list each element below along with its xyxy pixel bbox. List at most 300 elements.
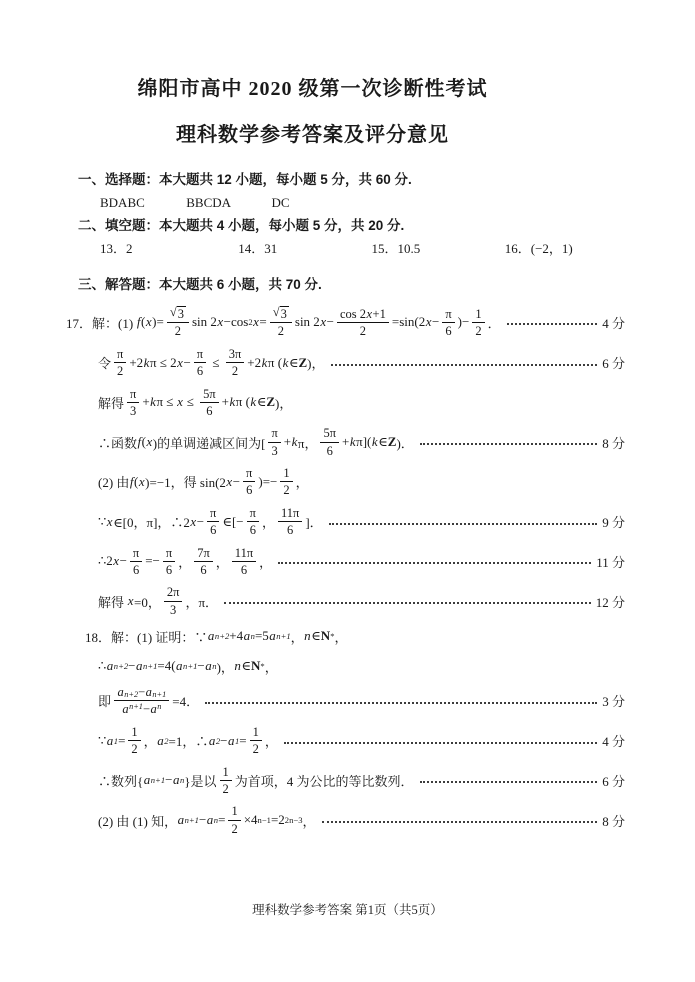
subscript-token: n+1 (152, 689, 167, 699)
text-token: +1 (372, 306, 386, 321)
text-token: − (198, 812, 207, 828)
fraction-numerator (270, 306, 292, 323)
variable-token: a (177, 812, 185, 828)
choice-answers-row (0, 193, 625, 213)
superscript-token: * (260, 661, 265, 671)
fraction-token (243, 466, 255, 498)
text-token: π ≤ (156, 394, 177, 410)
q17-step6 (0, 505, 625, 539)
choice-answers-2: BBCDA (186, 195, 232, 210)
fraction-numerator (250, 725, 262, 741)
fraction-token (320, 426, 339, 458)
sqrt-token (170, 306, 186, 321)
text-token: π (117, 346, 124, 361)
fraction-denominator (232, 363, 238, 378)
fraction-numerator (278, 506, 302, 522)
text-token: 6 (200, 562, 207, 577)
fraction-numerator (167, 306, 189, 323)
q18-step2 (0, 654, 625, 678)
variable-token: k (282, 354, 289, 370)
fraction-token (278, 506, 302, 538)
text-token: 11π (234, 545, 254, 560)
fraction-token (128, 725, 140, 757)
fraction-token (270, 306, 292, 339)
fraction-numerator (194, 347, 206, 363)
q18-step6-expression (98, 803, 316, 837)
variable-token: x (320, 314, 327, 330)
fraction-token (232, 546, 256, 578)
subscript-token: n (213, 815, 219, 826)
text-token: ， (261, 515, 275, 531)
q18-step1 (0, 624, 625, 648)
text-token: 6 (206, 403, 213, 418)
text-token: π ≤ 2 (149, 354, 177, 370)
text-token: −cos (223, 314, 249, 330)
variable-token: x (106, 513, 113, 529)
fraction-denominator (130, 403, 136, 418)
text-token: 11π (280, 505, 300, 520)
variable-token: k (291, 434, 298, 450)
text-token: +4 (229, 628, 244, 643)
subscript-token: n+1 (143, 661, 158, 671)
subscript-token: 1 (113, 735, 119, 746)
radical-glyph: √ (169, 305, 177, 319)
text-token: π (445, 306, 452, 321)
q17-step8 (0, 584, 625, 618)
text-token: 6 (240, 562, 248, 577)
text-token: =4． (172, 694, 200, 710)
score-label: 6 分 (602, 356, 625, 372)
text-token: π (130, 386, 137, 401)
subscript-token: n+1 (183, 661, 198, 671)
text-token: sin 2 (294, 314, 320, 330)
text-token: − (165, 772, 173, 788)
text-token: π (196, 346, 204, 361)
variable-token: a (176, 658, 183, 673)
variable-token: a (145, 685, 152, 699)
fraction-numerator (243, 466, 255, 482)
q18-step6 (0, 803, 625, 837)
section-fill-heading: 二、填空题：本大题共 4 小题，每小题 5 分，共 20 分. (78, 218, 405, 233)
variable-token: a (136, 658, 143, 673)
variable-token: x (366, 306, 373, 321)
variable-token: a (106, 732, 114, 748)
fraction-token (114, 685, 169, 717)
text-token: (2) 由 (1) 知， (98, 813, 178, 829)
fraction-denominator (210, 522, 216, 537)
text-token: ， (178, 554, 192, 570)
text-token: 6 (287, 523, 294, 538)
text-token: ． (487, 315, 501, 331)
q17-step4 (0, 425, 625, 459)
variable-token: x (177, 394, 183, 410)
text-token: − (326, 314, 334, 330)
text-token: 6 (326, 443, 333, 458)
text-token: 5π (203, 386, 216, 401)
text-token: 2 (277, 324, 284, 339)
text-token: + (342, 434, 350, 450)
variable-token: x (138, 473, 145, 489)
text-token: π (271, 426, 278, 441)
fill-answer-13: 13．2 (100, 241, 133, 256)
variable-token: a (243, 628, 251, 643)
q17-step2 (0, 346, 625, 380)
q17-step1-expression (66, 305, 501, 340)
text-token: 5π (323, 426, 337, 441)
text-token: − (197, 658, 205, 673)
subscript-token: n (157, 702, 162, 712)
q17-step3-expression (98, 386, 292, 420)
text-token: )− (457, 314, 470, 330)
q17-step8-expression (98, 584, 218, 618)
q17-step7-expression (98, 545, 272, 579)
boldset-token: Z (266, 394, 275, 410)
fraction-numerator (130, 546, 142, 562)
page-title: 绵阳市高中 2020 级第一次诊断性考试 (137, 78, 488, 100)
text-token: π ( (235, 394, 250, 410)
fraction-token (200, 387, 219, 419)
variable-token: a (150, 702, 157, 717)
text-token: − (196, 513, 205, 529)
text-token: sin 2 (191, 314, 217, 330)
fraction-token (164, 585, 183, 617)
variable-token: a (172, 772, 180, 788)
q18-step3 (0, 684, 625, 718)
text-token: 2 (222, 781, 229, 796)
text-token: π (246, 466, 253, 480)
fraction-token (194, 347, 206, 379)
fraction-denominator (117, 363, 123, 378)
fraction-denominator (278, 323, 284, 338)
variable-token: k (349, 434, 356, 450)
text-token: ， (259, 554, 273, 570)
choice-answers-1: BDABC (100, 195, 145, 210)
fraction-numerator (247, 506, 259, 522)
fraction-numerator (472, 307, 484, 323)
variable-token: k (250, 394, 257, 410)
radical-glyph: √ (272, 305, 280, 319)
subscript-token: n+1 (276, 631, 291, 641)
score-label: 4 分 (602, 734, 625, 750)
variable-token: x (217, 314, 224, 330)
text-token: =5 (254, 628, 269, 643)
q18-step4 (0, 724, 625, 758)
text-token: 3 (170, 602, 177, 617)
text-token: )=−1，得 sin(2 (145, 475, 226, 491)
variable-token: f (136, 314, 141, 330)
page-subtitle: 理科数学参考答案及评分意见 (176, 124, 449, 146)
variable-token: k (150, 394, 156, 410)
superscript-token: n−1 (257, 815, 271, 826)
fraction-token (228, 804, 240, 836)
fraction-numerator (280, 466, 292, 482)
text-token: 6 (249, 523, 256, 538)
text-token: 解得 (98, 594, 128, 610)
variable-token: f (129, 473, 134, 489)
text-token: ， (143, 734, 157, 750)
variable-token: x (253, 314, 259, 330)
text-token: ∈ (378, 434, 388, 450)
text-token: 18．解：(1) 证明：∵ (85, 629, 208, 645)
fraction-denominator (197, 363, 203, 378)
text-token: ∴函数 (98, 435, 138, 451)
variable-token: x (177, 354, 183, 370)
subscript-token: n+1 (184, 815, 199, 826)
fraction-token (247, 506, 259, 538)
variable-token: x (127, 593, 134, 609)
text-token: }是以 (184, 773, 217, 789)
variable-token: x (145, 314, 152, 330)
text-token: (2) 由 (98, 475, 130, 491)
text-token: ∴2 (98, 553, 113, 569)
q18-step5 (0, 764, 625, 798)
fraction-denominator (241, 562, 247, 577)
score-label: 12 分 (595, 594, 625, 610)
fraction-denominator (360, 323, 366, 338)
text-token: = (218, 812, 226, 828)
fraction-numerator (194, 546, 213, 562)
dotted-leader (507, 323, 598, 325)
variable-token: x (425, 314, 432, 330)
fraction-token (337, 307, 389, 339)
subscript-token: n+2 (214, 631, 230, 641)
text-token: π (165, 545, 173, 560)
fraction-denominator (133, 562, 139, 577)
text-token: − (142, 702, 150, 717)
variable-token: k (143, 354, 150, 370)
q18-step1-expression (85, 627, 348, 646)
score-label: 11 分 (596, 554, 625, 570)
dotted-leader (278, 562, 591, 564)
q17-step3 (0, 386, 625, 420)
fraction-numerator (207, 506, 219, 522)
text-token: 3 (130, 403, 137, 418)
text-token: ， (290, 629, 304, 645)
text-token: 6 (196, 364, 204, 379)
fill-answer-15: 15．10.5 (371, 241, 421, 256)
text-token: )=− (258, 473, 278, 489)
fraction-numerator (128, 725, 140, 741)
text-token: ∴ (98, 658, 107, 673)
subscript-token: n+1 (129, 702, 143, 712)
fraction-token (226, 347, 245, 379)
fraction-numerator (127, 387, 139, 403)
variable-token: a (122, 702, 129, 717)
fraction-denominator (250, 522, 256, 537)
text-token: 2 (475, 323, 482, 338)
text-token: 3 (271, 443, 278, 458)
text-token: )， (275, 395, 293, 411)
text-token: =2 (270, 812, 285, 828)
text-token: ， (302, 813, 316, 829)
text-token: 2 (231, 821, 238, 836)
text-token: = (118, 732, 126, 748)
text-token: − (138, 685, 146, 699)
fraction-denominator (445, 323, 451, 338)
variable-token: k (229, 394, 236, 410)
fraction-token (207, 506, 219, 538)
q18-step2-expression (98, 657, 278, 676)
text-token: 6 (445, 323, 452, 338)
text-token: =1，∴ (168, 734, 209, 750)
variable-token: a (206, 812, 214, 828)
fraction-denominator (287, 522, 293, 537)
page-footer: 理科数学参考答案 第1页（共5页） (252, 903, 443, 917)
subscript-token: 1 (234, 735, 240, 746)
fraction-numerator (442, 307, 454, 323)
score-label: 3 分 (602, 694, 625, 710)
fraction-token (127, 387, 139, 419)
dotted-leader (224, 602, 591, 604)
text-token: ， (264, 734, 278, 750)
text-token: 1 (475, 306, 482, 321)
text-token: + (142, 394, 150, 410)
subscript-token: 2 (215, 735, 221, 746)
subscript-token: n (212, 661, 217, 671)
section-choice-heading: 一、选择题：本大题共 12 小题，每小题 5 分，共 60 分. (78, 172, 412, 187)
fraction-token (163, 546, 175, 578)
fraction-denominator (283, 482, 289, 497)
q17-step4-expression (98, 425, 414, 459)
sqrt-token (273, 306, 289, 321)
text-token: ∈ (241, 658, 252, 673)
fraction-token (268, 426, 280, 458)
text-token: 2 (174, 324, 182, 339)
text-token: +2 (247, 354, 262, 370)
dotted-leader (420, 443, 597, 445)
fill-answer-16: 16．(−2，1) (504, 241, 573, 256)
text-token: )． (396, 435, 414, 451)
text-token: π， (297, 435, 318, 451)
section-solution-heading: 三、解答题：本大题共 6 小题，共 70 分. (78, 277, 322, 292)
text-token: 1 (222, 764, 229, 779)
text-token: π (210, 505, 217, 520)
variable-token: n (304, 628, 311, 643)
variable-token: a (269, 628, 276, 643)
text-token: ∴数列{ (98, 773, 144, 789)
fraction-denominator (200, 562, 206, 577)
fraction-numerator (226, 347, 245, 363)
boldset-token: Z (387, 434, 397, 450)
text-token: + (283, 434, 292, 450)
subscript-token: 2 (164, 735, 169, 746)
text-token: ，π． (185, 594, 219, 610)
fraction-token (220, 765, 232, 797)
q17-step5 (0, 465, 625, 499)
fill-answer-14: 14．31 (238, 241, 278, 256)
fraction-denominator (206, 403, 212, 418)
score-label: 6 分 (602, 773, 625, 789)
text-token: )= (152, 314, 164, 330)
text-token: − (220, 732, 228, 748)
text-token: ≤ (183, 394, 198, 410)
fraction-denominator (271, 443, 277, 458)
fraction-denominator (253, 741, 259, 756)
text-token: cos 2 (339, 306, 366, 321)
fraction-numerator (163, 546, 175, 562)
text-token: )， (216, 659, 234, 675)
variable-token: k (371, 434, 378, 450)
fraction-token (114, 347, 126, 379)
text-token: 3π (228, 346, 242, 361)
variable-token: a (143, 772, 151, 788)
text-token: 2 (231, 364, 239, 379)
fraction-token (280, 466, 292, 498)
text-token: ∈ (311, 628, 321, 643)
variable-token: f (137, 434, 142, 450)
text-token: 2 (117, 364, 124, 379)
text-token: π (249, 505, 256, 520)
fraction-numerator (337, 307, 389, 323)
text-token: ∈[0，π]，∴2 (113, 515, 190, 531)
text-token: 17．解：(1) (66, 315, 137, 331)
text-token: − (183, 354, 191, 370)
variable-token: k (261, 354, 268, 370)
dotted-leader (420, 781, 598, 783)
text-token: 1 (131, 724, 138, 739)
text-token: 令 (98, 356, 112, 372)
fraction-token (194, 546, 213, 578)
fraction-denominator (122, 701, 162, 716)
text-token: ∈[− (222, 513, 244, 529)
text-token: ( (141, 434, 146, 450)
text-token: )的单调递减区间为[ (152, 435, 266, 451)
text-token: 为首项，4 为公比的等比数列． (234, 773, 414, 789)
subscript-token: n+2 (124, 689, 139, 699)
dotted-leader (284, 742, 597, 744)
dotted-leader (329, 523, 598, 525)
fraction-denominator (166, 562, 172, 577)
fraction-denominator (131, 741, 137, 756)
fraction-denominator (246, 482, 252, 497)
score-label: 9 分 (602, 515, 625, 531)
q17-step7 (0, 545, 625, 579)
variable-token: a (117, 685, 124, 699)
fraction-token (472, 307, 484, 339)
text-token: 6 (246, 483, 253, 498)
text-token: 6 (165, 562, 173, 577)
fraction-numerator (114, 347, 126, 363)
variable-token: a (227, 732, 235, 748)
fraction-denominator (170, 602, 176, 617)
text-token: ≤ (209, 354, 223, 370)
text-token: = (259, 314, 267, 330)
variable-token: a (208, 732, 216, 748)
text-token: 6 (210, 523, 217, 538)
text-token: ∵ (98, 513, 107, 529)
text-token: 2π (166, 585, 180, 600)
subscript-token: n+2 (113, 661, 129, 671)
text-token: π (132, 545, 140, 560)
text-token: ， (215, 554, 229, 570)
text-token: ， (295, 475, 309, 491)
fraction-numerator (320, 426, 339, 442)
fraction-denominator (175, 323, 181, 338)
variable-token: x (190, 513, 197, 529)
score-label: 8 分 (602, 813, 625, 829)
subscript-token: n+1 (150, 775, 166, 786)
fraction-denominator (231, 821, 237, 836)
text-token: ]． (305, 515, 323, 531)
text-token: − (431, 314, 440, 330)
text-token: = (239, 732, 247, 748)
radicand: 3 (280, 307, 287, 321)
fraction-numerator (114, 685, 169, 701)
text-token: − (128, 658, 136, 673)
fraction-denominator (223, 781, 229, 796)
text-token: ×4 (243, 812, 258, 828)
text-token: π ( (267, 354, 283, 370)
